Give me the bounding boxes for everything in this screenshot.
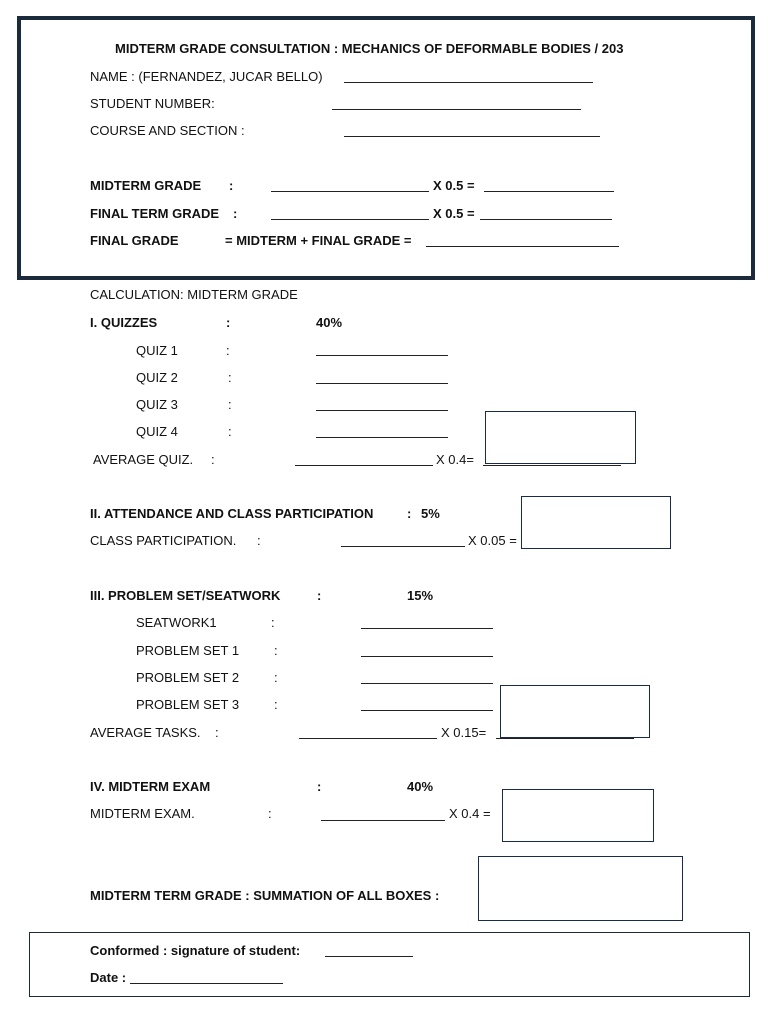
class-participation-multiplier: X 0.05 = [468,533,517,548]
summation-label: MIDTERM TERM GRADE : SUMMATION OF ALL BOXES : [90,888,440,903]
student-number-label: STUDENT NUMBER: [90,96,215,111]
attendance-weight: 5% [421,506,440,521]
midterm-grade-label: MIDTERM GRADE [90,178,202,193]
exam-colon: : [317,779,322,794]
quiz-2-label: QUIZ 2 [136,370,178,385]
attendance-colon: : [407,506,412,521]
signature-field[interactable] [325,956,413,957]
quiz-3-field[interactable] [316,410,448,411]
tasks-heading: III. PROBLEM SET/SEATWORK [90,588,281,603]
midterm-exam-field[interactable] [321,820,445,821]
tasks-colon: : [317,588,322,603]
quiz-1-field[interactable] [316,355,448,356]
average-tasks-colon: : [215,725,219,740]
tasks-result-line [496,738,634,739]
average-quiz-multiplier: X 0.4= [436,452,474,467]
exam-result-box[interactable] [502,789,654,842]
quizzes-weight: 40% [316,315,343,330]
attendance-heading: II. ATTENDANCE AND CLASS PARTICIPATION [90,506,374,521]
quizzes-heading: I. QUIZZES [90,315,158,330]
course-section-field[interactable] [344,136,600,137]
midterm-result-field[interactable] [484,191,614,192]
problem-set-2-field[interactable] [361,683,493,684]
problem-set-3-field[interactable] [361,710,493,711]
quiz-2-colon: : [228,370,232,385]
attendance-result-box[interactable] [521,496,671,549]
average-tasks-multiplier: X 0.15= [441,725,487,740]
course-section-label: COURSE AND SECTION : [90,123,245,138]
final-term-field[interactable] [271,219,429,220]
problem-set-3-label: PROBLEM SET 3 [136,697,240,712]
date-field[interactable] [130,983,283,984]
name-label: NAME : (FERNANDEZ, JUCAR BELLO) [90,69,323,84]
calculation-title: CALCULATION: MIDTERM GRADE [90,287,298,302]
exam-heading: IV. MIDTERM EXAM [90,779,211,794]
final-term-colon: : [233,206,238,221]
form-title: MIDTERM GRADE CONSULTATION : MECHANICS OF DEFORMABLE BODIES / 203 [115,41,624,56]
average-quiz-label: AVERAGE QUIZ. [93,452,194,467]
midterm-exam-colon: : [268,806,272,821]
final-grade-formula: = MIDTERM + FINAL GRADE = [225,233,412,248]
quiz-result-box[interactable] [485,411,636,464]
quiz-4-label: QUIZ 4 [136,424,178,439]
conformed-label: Conformed : signature of student: [90,943,301,958]
problem-set-3-colon: : [274,697,278,712]
quiz-1-colon: : [226,343,230,358]
final-term-result-field[interactable] [480,219,612,220]
average-quiz-colon: : [211,452,215,467]
footer-frame [29,932,750,997]
quizzes-colon: : [226,315,231,330]
problem-set-1-colon: : [274,643,278,658]
quiz-4-colon: : [228,424,232,439]
date-label: Date : [90,970,127,985]
midterm-exam-multiplier: X 0.4 = [449,806,491,821]
class-participation-label: CLASS PARTICIPATION. [90,533,237,548]
average-tasks-label: AVERAGE TASKS. [90,725,201,740]
midterm-grade-field[interactable] [271,191,429,192]
seatwork-1-field[interactable] [361,628,493,629]
midterm-exam-label: MIDTERM EXAM. [90,806,195,821]
seatwork-1-colon: : [271,615,275,630]
quiz-3-colon: : [228,397,232,412]
quiz-3-label: QUIZ 3 [136,397,178,412]
name-field[interactable] [344,82,593,83]
final-grade-field[interactable] [426,246,619,247]
midterm-multiplier: X 0.5 = [433,178,475,193]
exam-weight: 40% [407,779,434,794]
problem-set-1-field[interactable] [361,656,493,657]
final-grade-label: FINAL GRADE [90,233,179,248]
seatwork-1-label: SEATWORK1 [136,615,217,630]
tasks-weight: 15% [407,588,434,603]
summation-box[interactable] [478,856,683,921]
average-quiz-field[interactable] [295,465,433,466]
problem-set-1-label: PROBLEM SET 1 [136,643,240,658]
quiz-4-field[interactable] [316,437,448,438]
problem-set-2-label: PROBLEM SET 2 [136,670,240,685]
final-term-label: FINAL TERM GRADE [90,206,220,221]
class-participation-colon: : [257,533,261,548]
midterm-grade-colon: : [229,178,234,193]
final-term-multiplier: X 0.5 = [433,206,475,221]
problem-set-2-colon: : [274,670,278,685]
quiz-1-label: QUIZ 1 [136,343,178,358]
quiz-result-line [483,465,621,466]
student-number-field[interactable] [332,109,581,110]
average-tasks-field[interactable] [299,738,437,739]
class-participation-field[interactable] [341,546,465,547]
quiz-2-field[interactable] [316,383,448,384]
tasks-result-box[interactable] [500,685,650,738]
